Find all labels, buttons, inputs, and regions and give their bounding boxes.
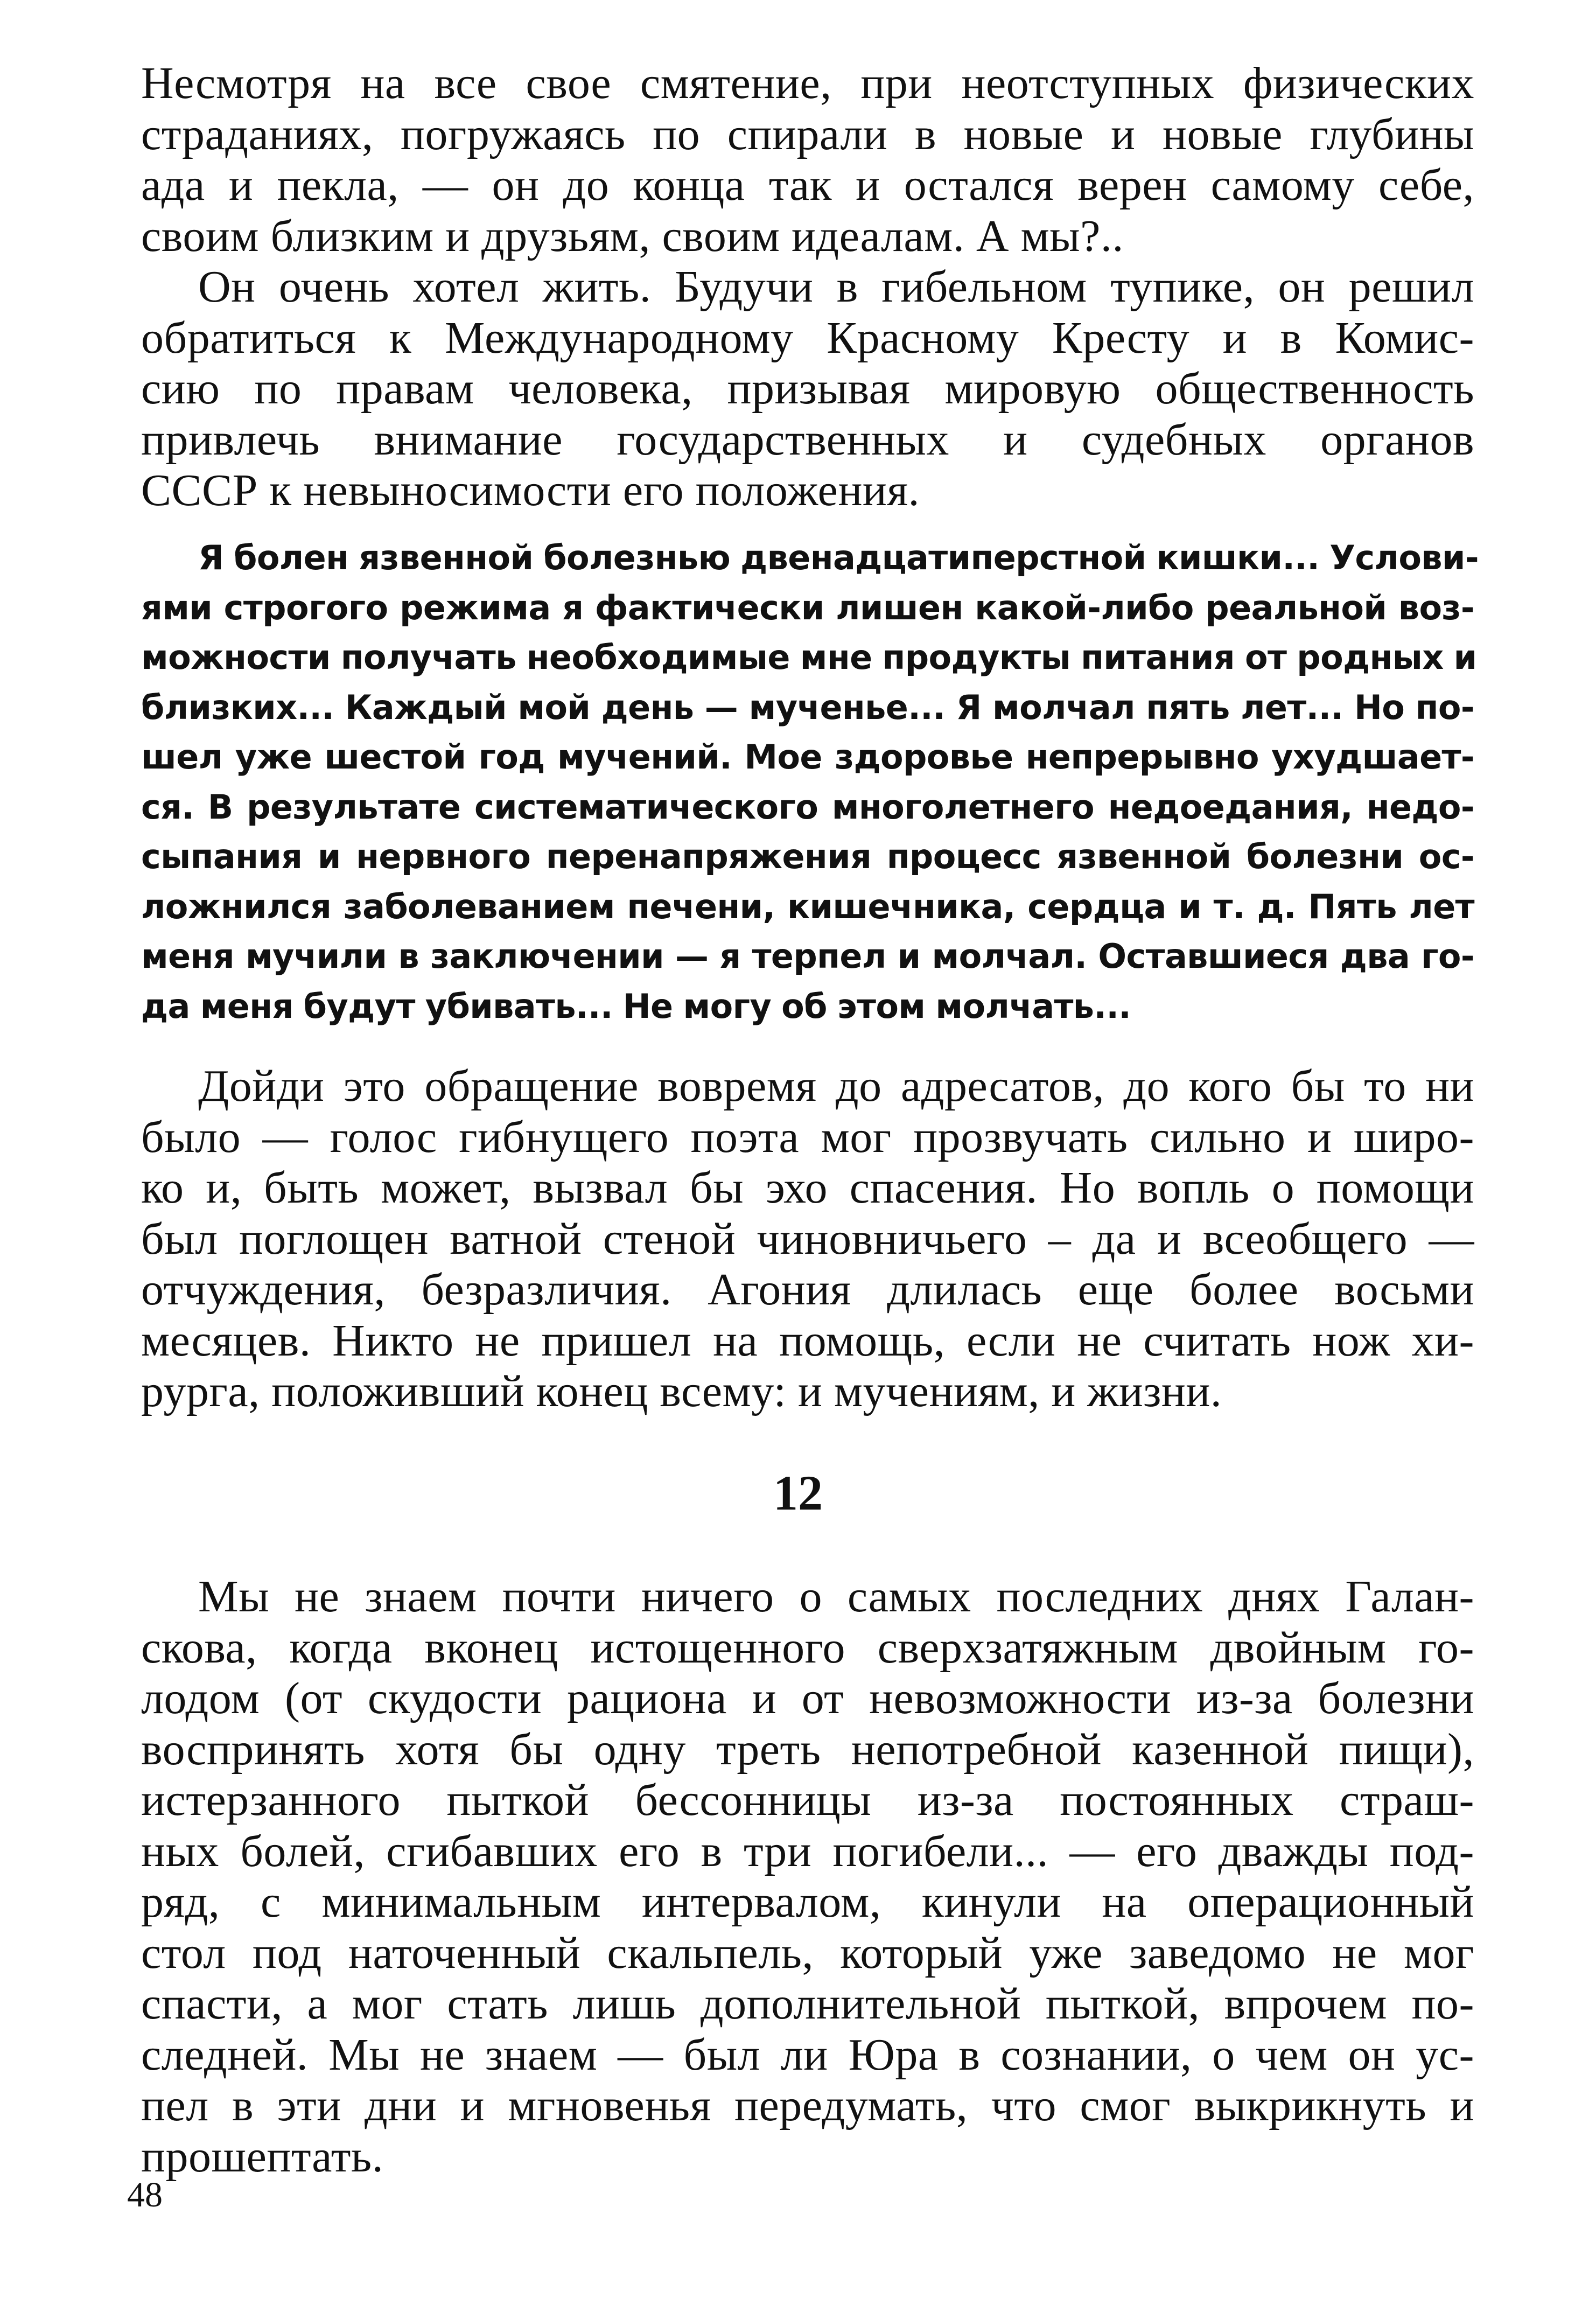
quote-line: меня мучили в заключении — я терпел и молчал. Оставшиеся два го- <box>141 937 1474 976</box>
quote-line: близких... Каждый мой день — мученье... Я молчал пять лет... Но по- <box>141 687 1474 727</box>
text-line: следней. Мы не знаем — был ли Юра в сознании, о чем он ус- <box>141 2029 1474 2080</box>
paragraph-3 <box>141 1061 1474 1417</box>
quoted-letter <box>141 533 1479 1031</box>
text-line: рурга, положивший конец всему: и мучениям, и жизни. <box>141 1366 1222 1416</box>
text-line: Мы не знаем почти ничего о самых последних днях Галан- <box>198 1571 1474 1622</box>
text-line: Дойди это обращение вовремя до адресатов, до кого бы то ни <box>198 1061 1474 1111</box>
quote-line: да меня будут убивать... Не могу об этом молчать... <box>141 986 1131 1026</box>
text-line: страданиях, погружаясь по спирали в новые и новые глубины <box>141 109 1474 159</box>
quote-line: ями строгого режима я фактически лишен какой-либо реальной воз- <box>141 588 1474 627</box>
text-line: Несмотря на все свое смятение, при неотступных физических <box>141 58 1474 108</box>
page-number: 48 <box>127 2175 163 2215</box>
paragraph-4 <box>141 1571 1474 2182</box>
text-line: стол под наточенный скальпель, который уже заведомо не мог <box>141 1927 1474 1978</box>
text-line: прошептать. <box>141 2131 384 2182</box>
text-line: спасти, а мог стать лишь дополнительной пыткой, впрочем по- <box>141 1979 1474 2029</box>
text-line: ко и, быть может, вызвал бы эхо спасения. Но вопль о помощи <box>141 1163 1474 1213</box>
quote-line: сыпания и нервного перенапряжения процесс язвенной болезни ос- <box>141 837 1474 876</box>
text-line: отчуждения, безразличия. Агония длилась еще более восьми <box>141 1265 1474 1315</box>
text-line: воспринять хотя бы одну треть непотребной казенной пищи), <box>141 1724 1474 1775</box>
text-line: ада и пекла, — он до конца так и остался верен самому себе, <box>141 160 1474 210</box>
text-line: СССР к невыносимости его положения. <box>141 465 920 515</box>
text-line: истерзанного пыткой бессонницы из-за постоянных страш- <box>141 1775 1474 1825</box>
paragraph-2 <box>141 262 1474 516</box>
quote-line: можности получать необходимые мне продукты питания от родных и <box>141 638 1477 677</box>
text-line: был поглощен ватной стеной чиновничьего – да и всеобщего — <box>141 1213 1474 1264</box>
quote-line: шел уже шестой год мучений. Мое здоровье непрерывно ухудшает- <box>141 737 1474 777</box>
text-line: пел в эти дни и мгновенья передумать, что смог выкрикнуть и <box>141 2080 1474 2131</box>
quote-line: ся. В результате систематического многолетнего недоедания, недо- <box>141 787 1474 827</box>
text-line: сию по правам человека, призывая мировую общественность <box>141 364 1474 414</box>
quote-line: ложнился заболеванием печени, кишечника, сердца и т. д. Пять лет <box>141 886 1474 926</box>
text-line: своим близким и друзьям, своим идеалам. А мы?.. <box>141 211 1124 261</box>
text-line: привлечь внимание государственных и судебных органов <box>141 414 1474 465</box>
quote-line: Я болен язвенной болезнью двенадцатиперстной кишки... Услови- <box>198 538 1479 577</box>
text-line: ряд, с минимальным интервалом, кинули на операционный <box>141 1877 1474 1927</box>
text-line: обратиться к Международному Красному Кресту и в Комис- <box>141 312 1474 363</box>
text-line: Он очень хотел жить. Будучи в гибельном тупике, он решил <box>198 262 1474 312</box>
chapter-number: 12 <box>773 1465 823 1520</box>
text-line: ных болей, сгибавших его в три погибели... — его дважды под- <box>141 1826 1474 1876</box>
text-line: месяцев. Никто не пришел на помощь, если не считать нож хи- <box>141 1315 1474 1366</box>
text-line: лодом (от скудости рациона и от невозможности из-за болезни <box>141 1673 1474 1723</box>
paragraph-1 <box>141 58 1474 262</box>
text-line: скова, когда вконец истощенного сверхзатяжным двойным го- <box>141 1622 1474 1673</box>
text-line: было — голос гибнущего поэта мог прозвучать сильно и широ- <box>141 1112 1474 1162</box>
